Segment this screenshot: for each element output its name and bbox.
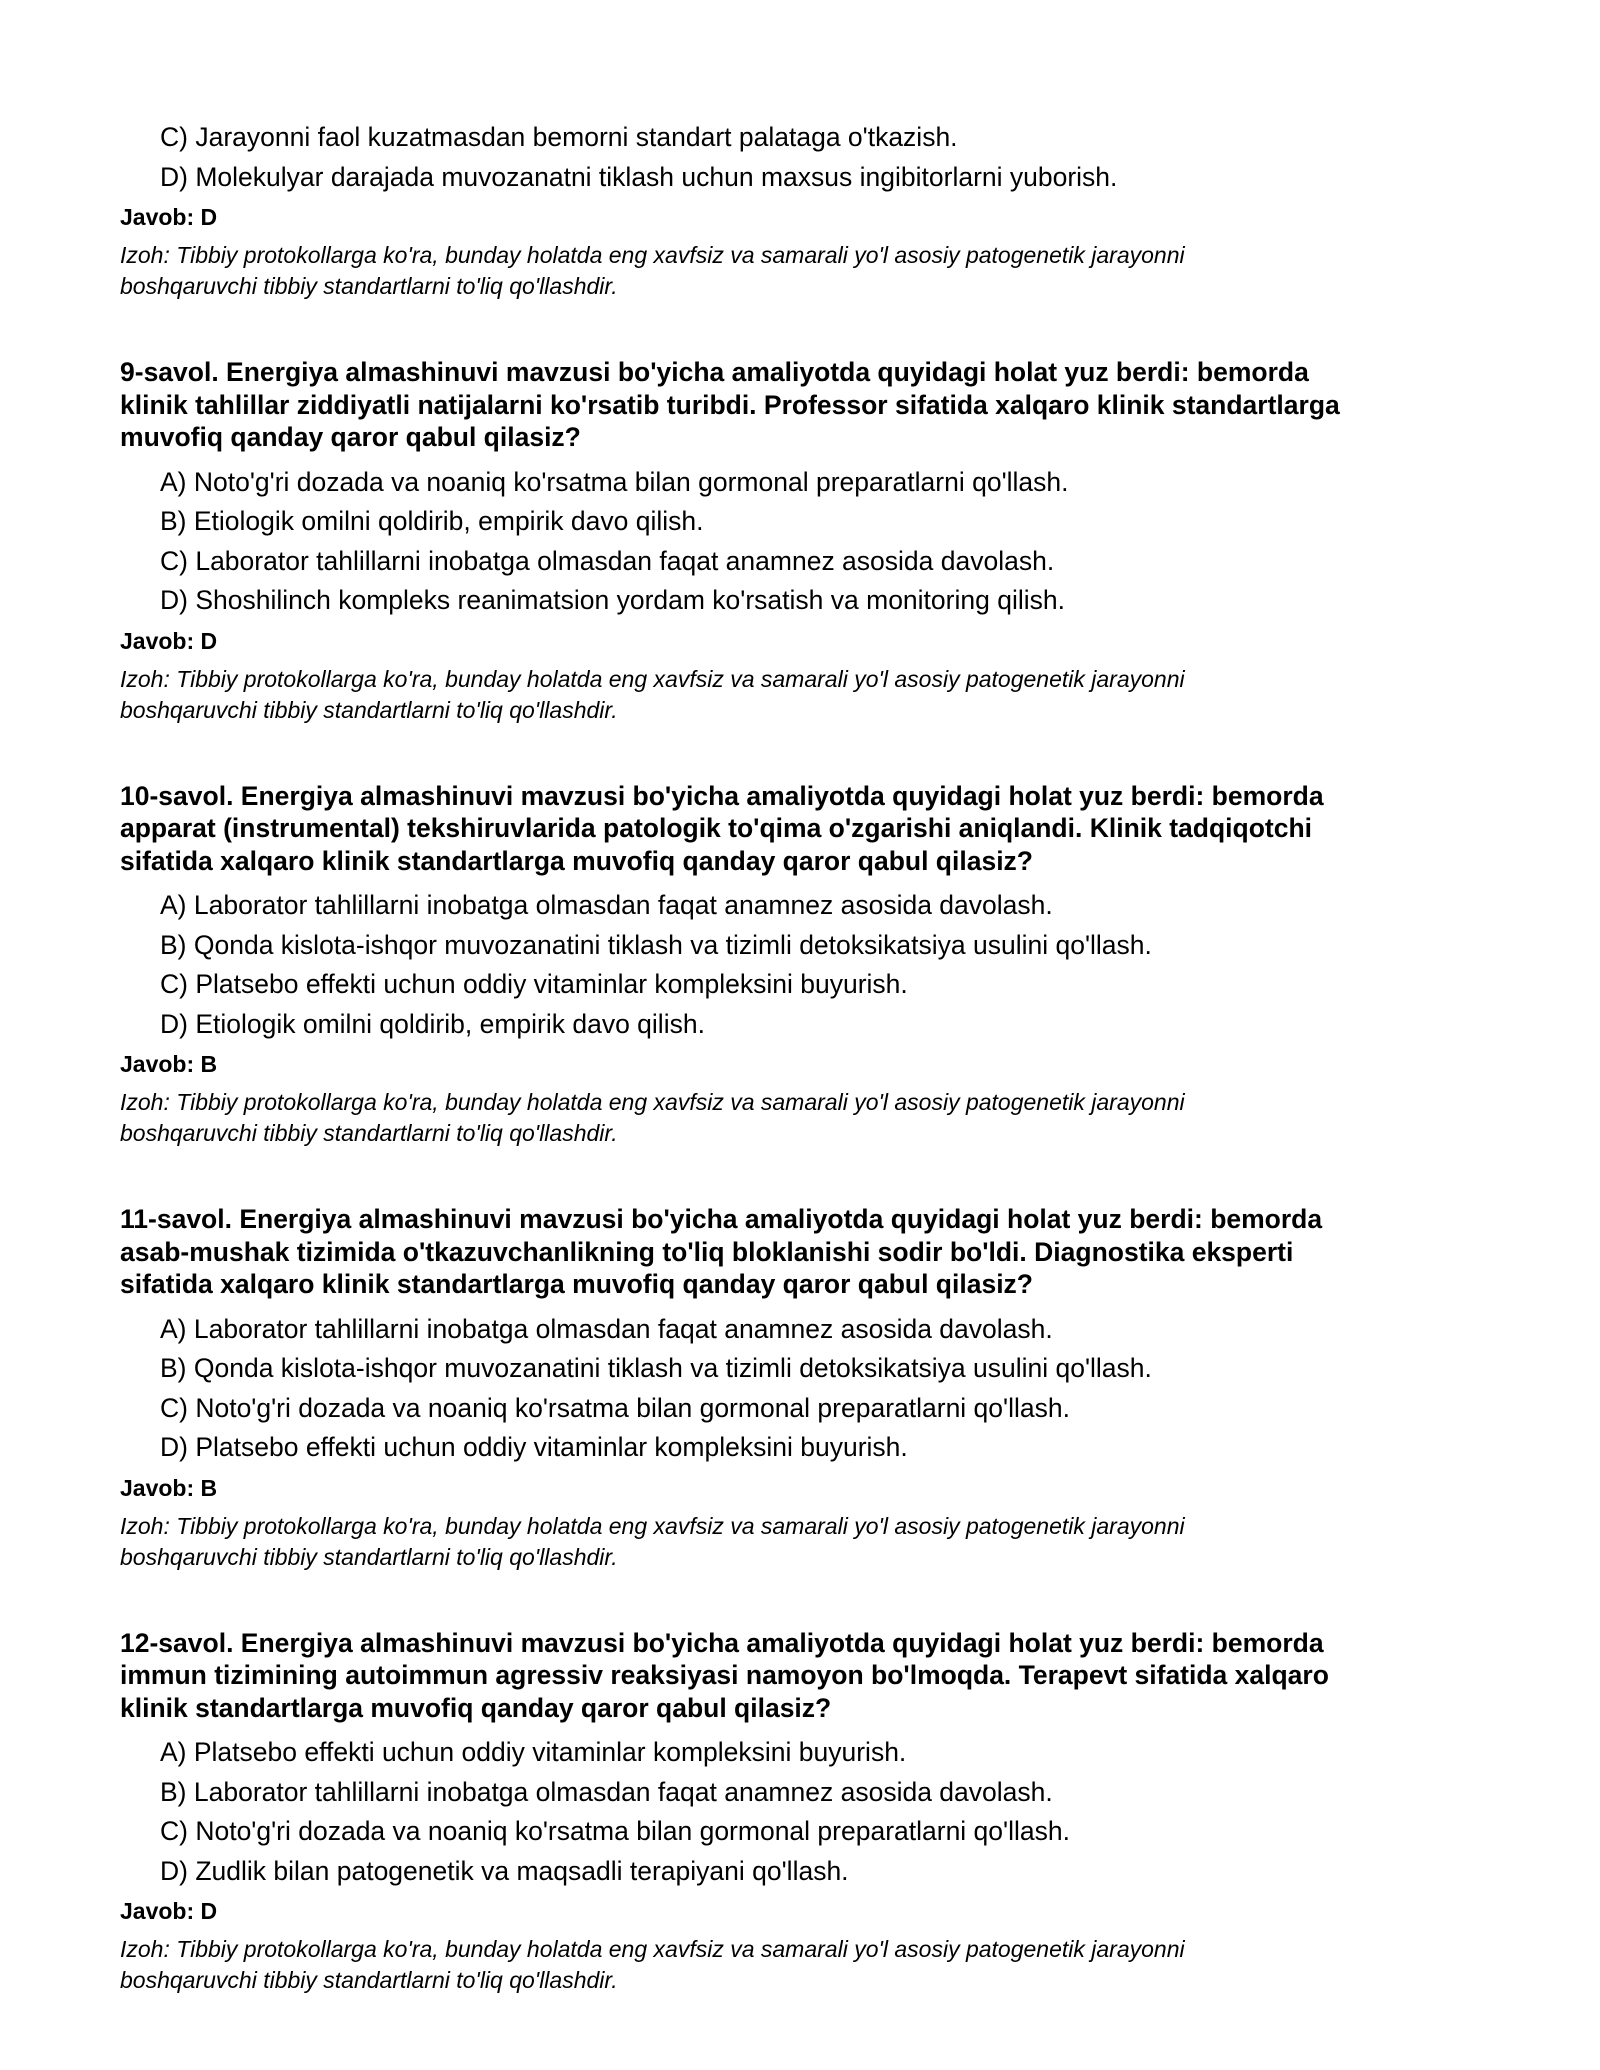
- explanation-line: boshqaruvchi tibbiy standartlarni to'liq qo'llashdir.: [120, 273, 618, 299]
- question-line: 9-savol. Energiya almashinuvi mavzusi bo'yicha amaliyotda quyidagi holat yuz berdi: bemorda: [120, 357, 1309, 387]
- answer-option-c: C) Jarayonni faol kuzatmasdan bemorni standart palataga o'tkazish.: [160, 122, 958, 152]
- explanation-line: Izoh: Tibbiy protokollarga ko'ra, bunday holatda eng xavfsiz va samarali yo'l asosiy patogenetik jarayonni: [120, 242, 1185, 268]
- question-10: [120, 780, 1460, 1150]
- question-line: klinik tahlillar ziddiyatli natijalarni ko'rsatib turibdi. Professor sifatida xalqaro klinik standartlarga: [120, 389, 1340, 420]
- explanation-note: [120, 240, 1460, 302]
- explanation-line: Izoh: Tibbiy protokollarga ko'ra, bunday holatda eng xavfsiz va samarali yo'l asosiy patogenetik jarayonni: [120, 665, 1185, 692]
- explanation-note: [120, 1934, 1460, 1996]
- explanation-note: [120, 664, 1460, 726]
- answer-option-c: C) Noto'g'ri dozada va noaniq ko'rsatma bilan gormonal preparatlarni qo'llash.: [160, 1392, 1070, 1423]
- question-text: [120, 780, 1460, 878]
- explanation-line: boshqaruvchi tibbiy standartlarni to'liq qo'llashdir.: [120, 1120, 618, 1146]
- question-line: 12-savol. Energiya almashinuvi mavzusi bo'yicha amaliyotda quyidagi holat yuz berdi: bemorda: [120, 1627, 1324, 1658]
- correct-answer: Javob: D: [120, 1898, 218, 1924]
- question-text: [120, 1203, 1460, 1301]
- answer-option-a: A) Laborator tahlillarni inobatga olmasdan faqat anamnez asosida davolash.: [160, 890, 1053, 920]
- answer-option-c: C) Laborator tahlillarni inobatga olmasdan faqat anamnez asosida davolash.: [160, 545, 1055, 576]
- question-12: [120, 1627, 1460, 1997]
- answer-option-d: D) Shoshilinch kompleks reanimatsion yordam ko'rsatish va monitoring qilish.: [160, 585, 1065, 615]
- explanation-line: boshqaruvchi tibbiy standartlarni to'liq qo'llashdir.: [120, 696, 618, 723]
- answer-option-d: D) Zudlik bilan patogenetik va maqsadli terapiyani qo'llash.: [160, 1855, 849, 1886]
- explanation-line: boshqaruvchi tibbiy standartlarni to'liq qo'llashdir.: [120, 1967, 618, 1993]
- answer-option-b: B) Qonda kislota-ishqor muvozanatini tiklash va tizimli detoksikatsiya usulini qo'llash.: [160, 929, 1152, 960]
- question-line: klinik standartlarga muvofiq qanday qaror qabul qilasiz?: [120, 1692, 832, 1723]
- question-line: immun tizimining autoimmun agressiv reaksiyasi namoyon bo'lmoqda. Terapevt sifatida xalqaro: [120, 1660, 1329, 1690]
- answer-option-c: C) Noto'g'ri dozada va noaniq ko'rsatma bilan gormonal preparatlarni qo'llash.: [160, 1816, 1070, 1846]
- correct-answer: Javob: B: [120, 1474, 218, 1501]
- answer-option-a: A) Laborator tahlillarni inobatga olmasdan faqat anamnez asosida davolash.: [160, 1313, 1053, 1344]
- correct-answer: Javob: B: [120, 1051, 218, 1077]
- question-8-continuation: [120, 118, 1460, 302]
- explanation-line: boshqaruvchi tibbiy standartlarni to'liq qo'llashdir.: [120, 1543, 618, 1570]
- answer-option-d: D) Etiologik omilni qoldirib, empirik davo qilish.: [160, 1008, 705, 1039]
- explanation-line: Izoh: Tibbiy protokollarga ko'ra, bunday holatda eng xavfsiz va samarali yo'l asosiy patogenetik jarayonni: [120, 1936, 1185, 1962]
- question-text: [120, 356, 1460, 454]
- answer-option-b: B) Etiologik omilni qoldirib, empirik davo qilish.: [160, 506, 704, 536]
- question-line: apparat (instrumental) tekshiruvlarida patologik to'qima o'zgarishi aniqlandi. Klinik tadqiqotchi: [120, 813, 1313, 843]
- question-line: 11-savol. Energiya almashinuvi mavzusi bo'yicha amaliyotda quyidagi holat yuz berdi: bemorda: [120, 1204, 1323, 1234]
- question-9: [120, 356, 1460, 726]
- document-page: [120, 118, 1460, 1996]
- answer-option-d: D) Platsebo effekti uchun oddiy vitaminlar kompleksini buyurish.: [160, 1432, 908, 1462]
- explanation-note: [120, 1087, 1460, 1149]
- explanation-line: Izoh: Tibbiy protokollarga ko'ra, bunday holatda eng xavfsiz va samarali yo'l asosiy patogenetik jarayonni: [120, 1512, 1185, 1539]
- question-line: sifatida xalqaro klinik standartlarga muvofiq qanday qaror qabul qilasiz?: [120, 845, 1033, 876]
- correct-answer: Javob: D: [120, 627, 218, 654]
- answer-option-c: C) Platsebo effekti uchun oddiy vitaminlar kompleksini buyurish.: [160, 969, 908, 999]
- explanation-note: [120, 1511, 1460, 1573]
- answer-option-d: D) Molekulyar darajada muvozanatni tiklash uchun maxsus ingibitorlarni yuborish.: [160, 161, 1118, 192]
- answer-option-b: B) Laborator tahlillarni inobatga olmasdan faqat anamnez asosida davolash.: [160, 1776, 1053, 1807]
- explanation-line: Izoh: Tibbiy protokollarga ko'ra, bunday holatda eng xavfsiz va samarali yo'l asosiy patogenetik jarayonni: [120, 1089, 1185, 1115]
- correct-answer: Javob: D: [120, 204, 218, 230]
- question-text: [120, 1627, 1460, 1725]
- answer-option-b: B) Qonda kislota-ishqor muvozanatini tiklash va tizimli detoksikatsiya usulini qo'llash.: [160, 1353, 1152, 1383]
- question-line: sifatida xalqaro klinik standartlarga muvofiq qanday qaror qabul qilasiz?: [120, 1269, 1033, 1299]
- question-line: asab-mushak tizimida o'tkazuvchanlikning to'liq bloklanishi sodir bo'ldi. Diagnostika eksperti: [120, 1236, 1294, 1267]
- question-11: [120, 1203, 1460, 1573]
- question-line: 10-savol. Energiya almashinuvi mavzusi bo'yicha amaliyotda quyidagi holat yuz berdi: bemorda: [120, 780, 1324, 811]
- question-line: muvofiq qanday qaror qabul qilasiz?: [120, 422, 581, 452]
- answer-option-a: A) Platsebo effekti uchun oddiy vitaminlar kompleksini buyurish.: [160, 1737, 907, 1767]
- answer-option-a: A) Noto'g'ri dozada va noaniq ko'rsatma bilan gormonal preparatlarni qo'llash.: [160, 466, 1069, 497]
